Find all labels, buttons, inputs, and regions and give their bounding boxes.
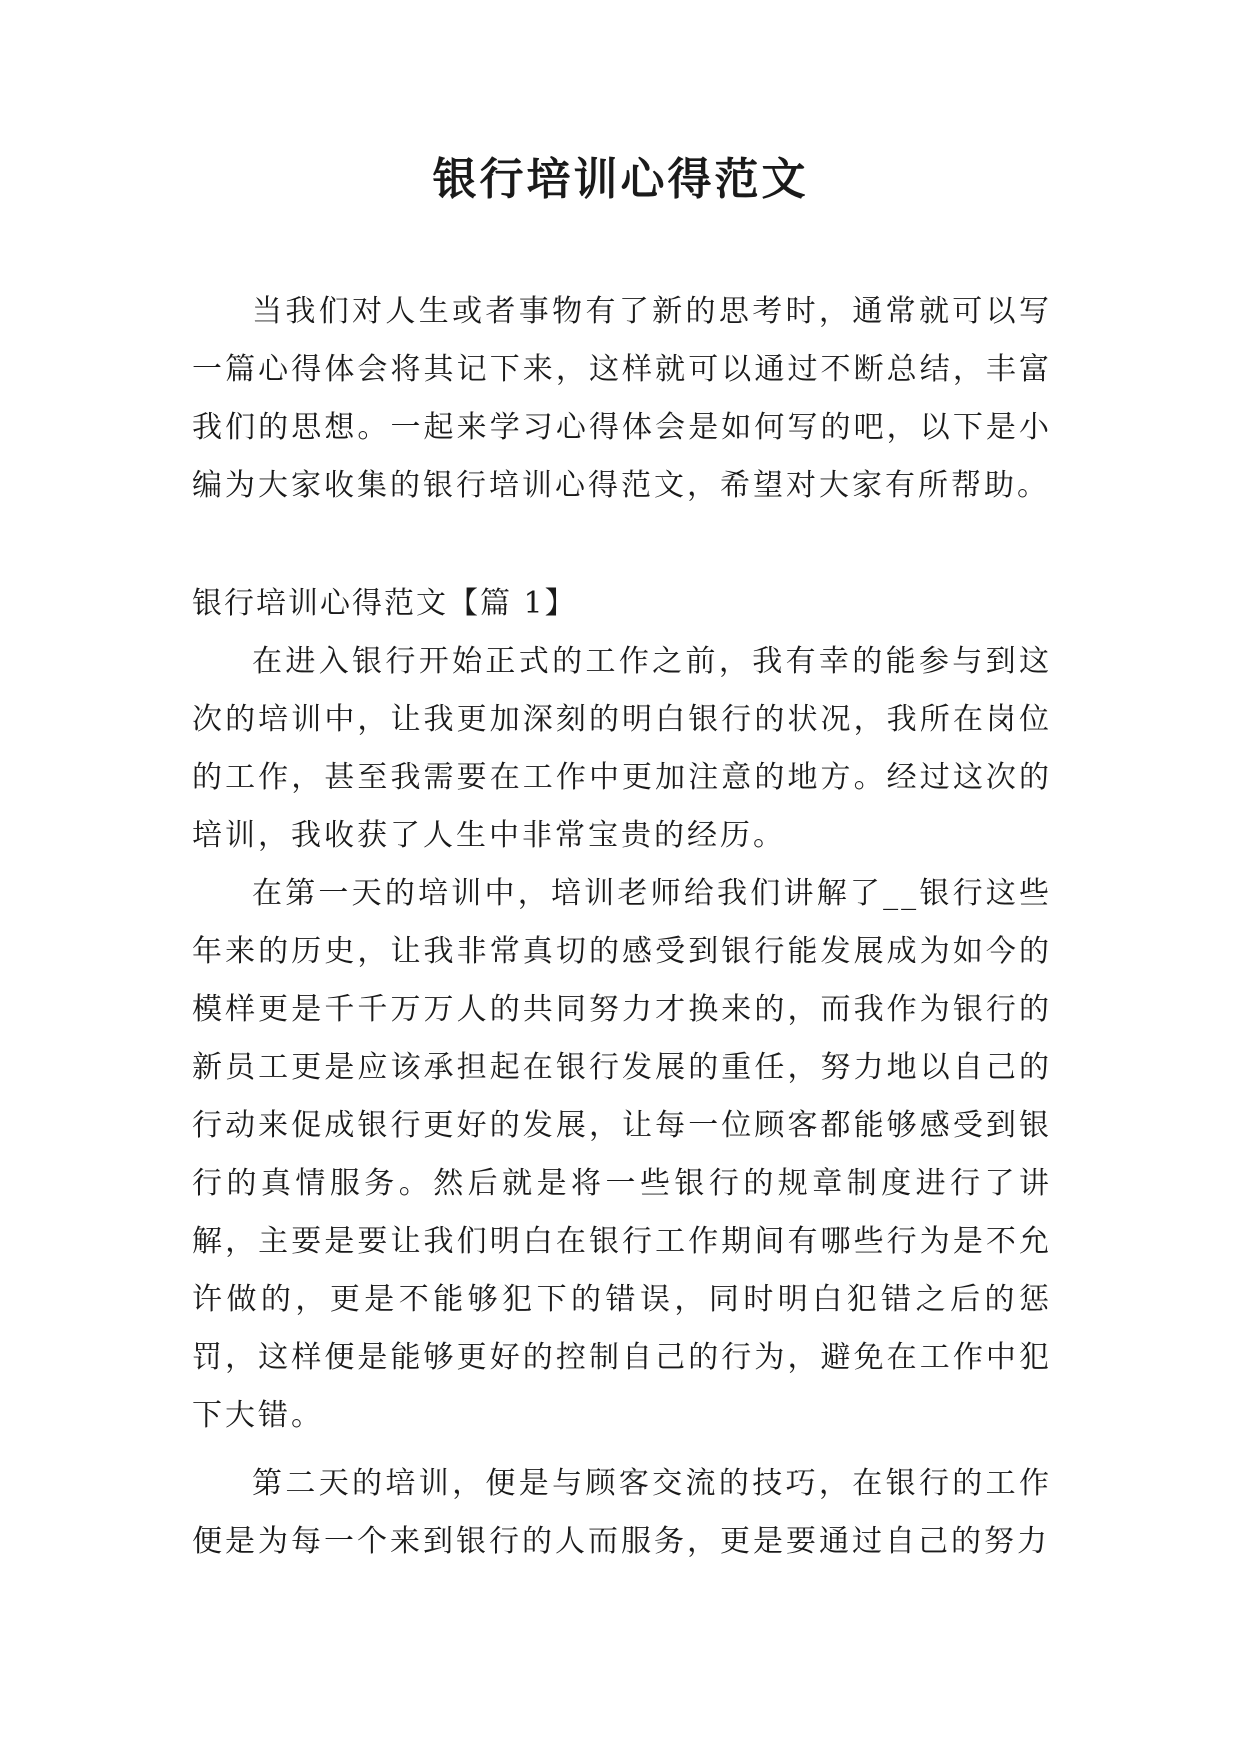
paragraph-spacer [192,1445,1052,1455]
section-heading: 银行培训心得范文【篇 1】 [192,586,577,621]
document-title: 银行培训心得范文 [432,154,809,205]
body-paragraph: 第二天的培训，便是与顾客交流的技巧，在银行的工作便是为每一个来到银行的人而服务，更是要通过自己的努力 [192,1466,1052,1559]
section-1 [192,575,1052,1571]
body-paragraph: 在第一天的培训中，培训老师给我们讲解了__银行这些年来的历史，让我非常真切的感受到银行能发展成为如今的模样更是千千万万人的共同努力才换来的，而我作为银行的新员工更是应该承担起在银行发展的重任，努力地以自己的行动来促成银行更好的发展，让每一位顾客都能够感受到银行的真情服务。然后就是将一些银行的规章制度进行了讲解，主要是要让我们明白在银行工作期间有哪些行为是不允许做的，更是不能够犯下的错误，同时明白犯错之后的惩罚，这样便是能够更好的控制自己的行为，避免在工作中犯下大错。 [192,876,1052,1433]
body-paragraph: 在进入银行开始正式的工作之前，我有幸的能参与到这次的培训中，让我更加深刻的明白银行的状况，我所在岗位的工作，甚至我需要在工作中更加注意的地方。经过这次的培训，我收获了人生中非常宝贵的经历。 [192,644,1052,853]
intro-block [192,283,1052,515]
intro-paragraph: 当我们对人生或者事物有了新的思考时，通常就可以写一篇心得体会将其记下来，这样就可以通过不断总结，丰富我们的思想。一起来学习心得体会是如何写的吧，以下是小编为大家收集的银行培训心得范文，希望对大家有所帮助。 [192,294,1052,503]
